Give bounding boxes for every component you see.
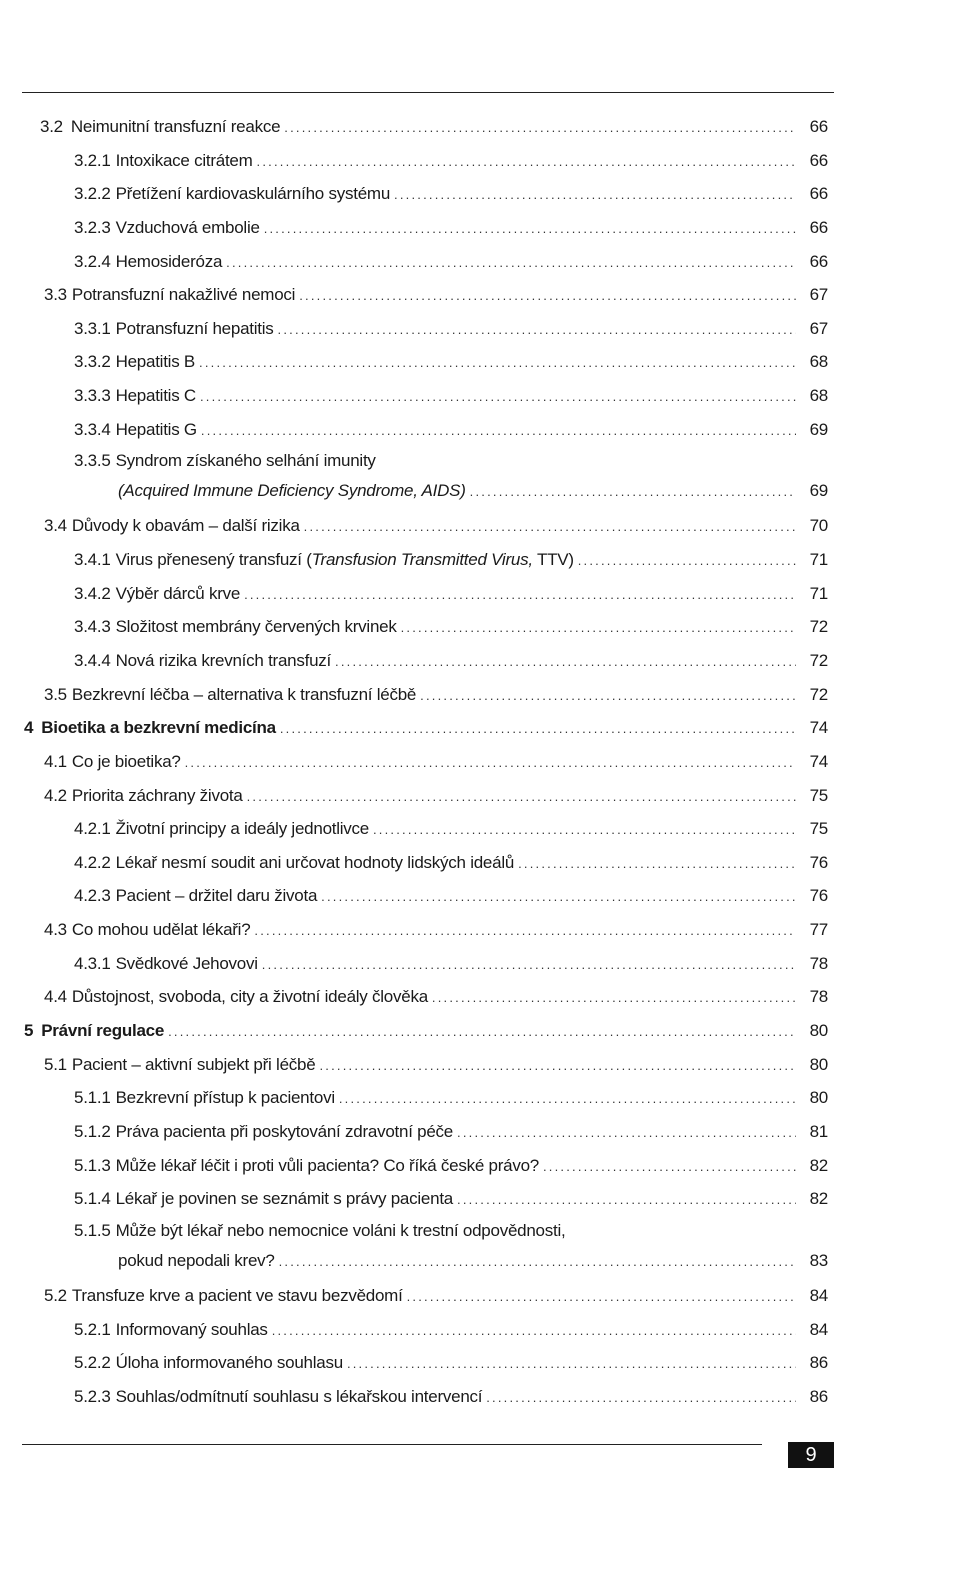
- toc-entry: [0, 215, 960, 249]
- toc-title: Svědkové Jehovovi: [115, 953, 258, 973]
- toc-entry: [0, 749, 960, 783]
- leader-dots: [199, 352, 796, 374]
- toc-page: 84: [809, 1319, 828, 1339]
- toc-title: Vzduchová embolie: [115, 217, 260, 237]
- toc-entry: [0, 282, 960, 316]
- toc-chapter: [0, 1018, 960, 1052]
- toc-entry: [0, 1153, 960, 1187]
- toc-entry: [0, 417, 960, 451]
- toc-number: 4.3.1: [74, 953, 111, 973]
- leader-dots: [264, 218, 796, 240]
- toc-number: 3.4.4: [74, 650, 111, 670]
- toc-number: 4: [24, 718, 34, 738]
- toc-page: 74: [809, 751, 828, 771]
- toc-page: 67: [809, 285, 828, 305]
- toc-title: Nová rizika krevních transfuzí: [115, 650, 332, 670]
- toc-entry: [0, 383, 960, 417]
- toc-number: 3.2.4: [74, 251, 111, 271]
- toc-page: 69: [809, 481, 828, 501]
- toc-number: 3.2: [40, 117, 63, 136]
- toc-number: 5.1.4: [74, 1189, 111, 1209]
- toc-title: Co je bioetika?: [71, 751, 181, 771]
- toc-entry: [0, 513, 960, 547]
- top-rule: [22, 92, 834, 93]
- toc-number: 5: [24, 1021, 34, 1041]
- leader-dots: [254, 920, 796, 942]
- toc-page: 66: [809, 150, 828, 170]
- leader-dots: [486, 1387, 796, 1409]
- leader-dots: [280, 718, 796, 740]
- leader-dots: [247, 786, 796, 808]
- toc-title: Bioetika a bezkrevní medicína: [41, 718, 276, 738]
- toc-page: 72: [809, 684, 828, 704]
- toc-title: Pacient – držitel daru života: [115, 886, 318, 906]
- toc-page: 82: [809, 1189, 828, 1209]
- toc-entry: [0, 547, 960, 581]
- leader-dots: [319, 1055, 796, 1077]
- leader-dots: [262, 954, 796, 976]
- toc-page: 86: [809, 1353, 828, 1373]
- toc-title: Neimunitní transfuzní reakce: [70, 117, 281, 136]
- toc-page: 76: [809, 852, 828, 872]
- leader-dots: [543, 1156, 796, 1178]
- toc-page: 74: [809, 718, 828, 738]
- toc-title: Životní principy a ideály jednotlivce: [115, 819, 369, 839]
- toc-number: 3.4.1: [74, 550, 111, 570]
- leader-dots: [304, 516, 796, 538]
- toc-title: Výběr dárců krve: [115, 583, 241, 603]
- toc-title: Informovaný souhlas: [115, 1319, 268, 1339]
- toc-entry: [0, 783, 960, 817]
- page-number: 9: [788, 1442, 834, 1468]
- toc-entry: [0, 1085, 960, 1119]
- toc-page: 70: [809, 516, 828, 536]
- toc-entry: [0, 917, 960, 951]
- toc-entry: [0, 648, 960, 682]
- toc-number: 5.1.5: [74, 1220, 111, 1240]
- toc-title: Souhlas/odmítnutí souhlasu s lékařskou intervencí: [115, 1386, 483, 1406]
- toc-entry: [0, 682, 960, 716]
- toc-entry: [0, 1384, 960, 1418]
- toc-title: Syndrom získaného selhání imunity: [115, 451, 376, 471]
- toc-entry: [0, 1350, 960, 1384]
- leader-dots: [394, 184, 796, 206]
- toc-entry: [0, 581, 960, 615]
- toc-number: 3.5: [44, 684, 67, 704]
- leader-dots: [420, 685, 796, 707]
- toc-title: Lékař je povinen se seznámit s právy pacienta: [115, 1189, 454, 1209]
- leader-dots: [407, 1286, 796, 1308]
- toc-entry: [0, 1220, 960, 1283]
- toc-title: Virus přenesený transfuzí (: [115, 550, 312, 570]
- toc-number: 4.4: [44, 987, 67, 1007]
- toc-entry: [0, 1186, 960, 1220]
- toc-entry: [0, 1283, 960, 1317]
- toc-page: 71: [809, 583, 828, 603]
- toc-number: 3.3.5: [74, 451, 111, 471]
- leader-dots: [373, 819, 796, 841]
- toc-page: 78: [809, 953, 828, 973]
- toc-title-continued: (Acquired Immune Deficiency Syndrome, AIDS): [118, 481, 466, 501]
- toc-title: Hemosideróza: [115, 251, 223, 271]
- toc-number: 3.3.1: [74, 318, 111, 338]
- toc-entry: [0, 1052, 960, 1086]
- toc-page: 84: [809, 1285, 828, 1305]
- toc-number: 4.2.1: [74, 819, 111, 839]
- leader-dots: [335, 651, 796, 673]
- leader-dots: [299, 285, 796, 307]
- toc-entry: [0, 114, 960, 148]
- toc-title: Lékař nesmí soudit ani určovat hodnoty lidských ideálů: [115, 852, 515, 872]
- toc-number: 5.1.2: [74, 1121, 111, 1141]
- leader-dots: [200, 386, 796, 408]
- toc-number: 5.2.3: [74, 1386, 111, 1406]
- toc-page: 80: [809, 1021, 828, 1041]
- leader-dots: [257, 151, 796, 173]
- toc-title: Úloha informovaného souhlasu: [115, 1353, 343, 1373]
- toc-entry: [0, 816, 960, 850]
- toc-page: 66: [809, 117, 828, 136]
- leader-dots: [201, 420, 796, 442]
- toc-title: Intoxikace citrátem: [115, 150, 253, 170]
- toc-number: 4.1: [44, 751, 67, 771]
- toc-entry: [0, 614, 960, 648]
- toc-title: Hepatitis G: [115, 419, 197, 439]
- toc-title: Práva pacienta při poskytování zdravotní péče: [115, 1121, 454, 1141]
- leader-dots: [347, 1353, 796, 1375]
- toc-page: 78: [809, 987, 828, 1007]
- toc-number: 3.2.1: [74, 150, 111, 170]
- toc-title: Hepatitis C: [115, 386, 196, 406]
- toc-entry: [0, 850, 960, 884]
- leader-dots: [244, 584, 796, 606]
- leader-dots: [272, 1320, 796, 1342]
- toc-entry: [0, 249, 960, 283]
- toc-number: 3.2.2: [74, 184, 111, 204]
- leader-dots: [226, 252, 796, 274]
- toc-entry: [0, 951, 960, 985]
- toc-page: 68: [809, 352, 828, 372]
- toc-page: 82: [809, 1155, 828, 1175]
- leader-dots: [321, 886, 796, 908]
- toc-title-continued: pokud nepodali krev?: [118, 1250, 275, 1270]
- toc-title: Může být lékař nebo nemocnice voláni k trestní odpovědnosti,: [115, 1220, 566, 1240]
- toc-title: Priorita záchrany života: [71, 785, 243, 805]
- toc-title: Co mohou udělat lékaři?: [71, 920, 251, 940]
- toc-number: 3.4.2: [74, 583, 111, 603]
- leader-dots: [168, 1021, 796, 1043]
- toc-number: 3.4.3: [74, 617, 111, 637]
- toc-number: 3.3.3: [74, 386, 111, 406]
- toc-number: 4.2: [44, 785, 67, 805]
- leader-dots: [432, 987, 796, 1009]
- toc-title-italic: Transfusion Transmitted Virus,: [311, 550, 533, 570]
- toc-number: 3.3.4: [74, 419, 111, 439]
- toc-page: 81: [809, 1121, 828, 1141]
- toc-page: 77: [809, 920, 828, 940]
- toc-title: Bezkrevní přístup k pacientovi: [115, 1088, 335, 1108]
- toc-title: Transfuze krve a pacient ve stavu bezvědomí: [71, 1285, 403, 1305]
- toc-page: 75: [809, 785, 828, 805]
- toc-title: Potransfuzní hepatitis: [115, 318, 274, 338]
- toc-page: 83: [809, 1250, 828, 1270]
- leader-dots: [518, 853, 796, 875]
- toc-title: Složitost membrány červených krvinek: [115, 617, 397, 637]
- toc-entry: [0, 1317, 960, 1351]
- toc-number: 3.4: [44, 516, 67, 536]
- leader-dots: [279, 1251, 796, 1273]
- toc-number: 5.2.2: [74, 1353, 111, 1373]
- toc-title: Může lékař léčit i proti vůli pacienta? Co říká české právo?: [115, 1155, 539, 1175]
- toc-entry: [0, 1119, 960, 1153]
- leader-dots: [470, 481, 796, 503]
- toc-chapter: [0, 715, 960, 749]
- toc-number: 4.2.2: [74, 852, 111, 872]
- toc-number: 3.3.2: [74, 352, 111, 372]
- toc-entry: [0, 316, 960, 350]
- toc-page: 80: [809, 1054, 828, 1074]
- toc-page: 67: [809, 318, 828, 338]
- leader-dots: [339, 1088, 796, 1110]
- toc-page: 76: [809, 886, 828, 906]
- toc-number: 5.1.3: [74, 1155, 111, 1175]
- leader-dots: [578, 550, 796, 572]
- toc-number: 3.2.3: [74, 217, 111, 237]
- toc-page: 68: [809, 386, 828, 406]
- toc-entry: [0, 181, 960, 215]
- toc-number: 5.1.1: [74, 1088, 111, 1108]
- toc-page: 72: [809, 650, 828, 670]
- toc-entry: [0, 148, 960, 182]
- toc-title: Pacient – aktivní subjekt při léčbě: [71, 1054, 316, 1074]
- toc-entry: [0, 984, 960, 1018]
- toc-number: 5.2: [44, 1285, 67, 1305]
- toc-title: Důvody k obavám – další rizika: [71, 516, 300, 536]
- leader-dots: [457, 1122, 796, 1144]
- toc-title: Potransfuzní nakažlivé nemoci: [71, 285, 296, 305]
- toc-entry: [0, 883, 960, 917]
- toc-page: 75: [809, 819, 828, 839]
- toc-title: Právní regulace: [41, 1021, 165, 1041]
- bottom-rule: [22, 1444, 762, 1445]
- toc-page: 69: [809, 419, 828, 439]
- table-of-contents: [0, 114, 960, 1417]
- toc-page: 80: [809, 1088, 828, 1108]
- leader-dots: [284, 117, 796, 139]
- toc-page: 66: [809, 184, 828, 204]
- toc-page: 72: [809, 617, 828, 637]
- toc-number: 5.1: [44, 1054, 67, 1074]
- toc-number: 4.3: [44, 920, 67, 940]
- toc-entry: [0, 349, 960, 383]
- toc-title-end: TTV): [532, 550, 574, 570]
- toc-page: 71: [809, 550, 828, 570]
- toc-title: Bezkrevní léčba – alternativa k transfuzní léčbě: [71, 684, 417, 704]
- toc-title: Hepatitis B: [115, 352, 196, 372]
- toc-title: Důstojnost, svoboda, city a životní ideály člověka: [71, 987, 428, 1007]
- toc-page: 86: [809, 1386, 828, 1406]
- leader-dots: [278, 319, 796, 341]
- leader-dots: [401, 617, 796, 639]
- leader-dots: [457, 1189, 796, 1211]
- toc-number: 4.2.3: [74, 886, 111, 906]
- toc-page: 66: [809, 217, 828, 237]
- toc-number: 5.2.1: [74, 1319, 111, 1339]
- toc-title: Přetížení kardiovaskulárního systému: [115, 184, 391, 204]
- toc-page: 66: [809, 251, 828, 271]
- toc-number: 3.3: [44, 285, 67, 305]
- toc-entry: [0, 450, 960, 513]
- leader-dots: [185, 752, 796, 774]
